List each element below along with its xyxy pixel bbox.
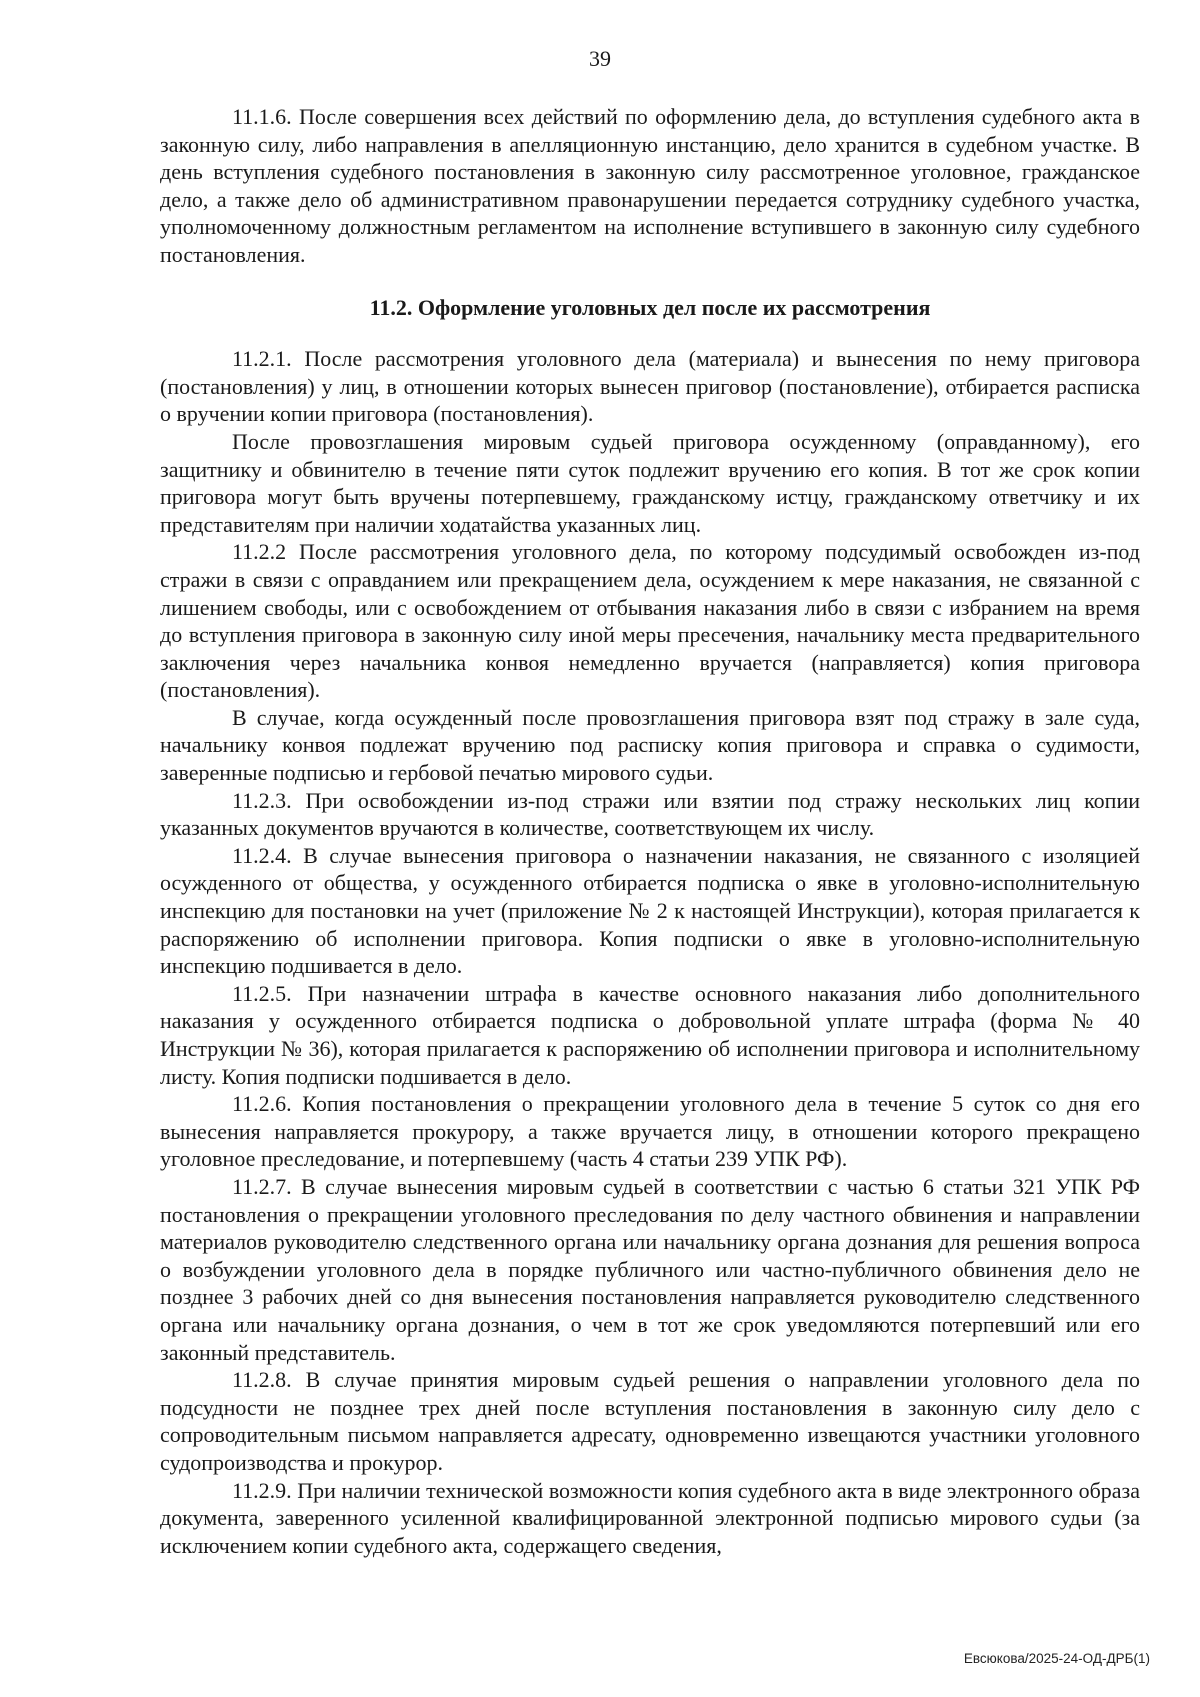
paragraph-proclamation: После провозглашения мировым судьей приговора осужденному (оправданному), его защитнику и обвинителю в течение пяти суток подлежит вручению его копия. В тот же срок копии приговора могут быть вручены потерпевшему, гражданскому истцу, гражданскому ответчику и их представителям при наличии ходатайства указанных лиц.: [160, 428, 1140, 537]
paragraph-11-2-3: 11.2.3. При освобождении из-под стражи или взятии под стражу нескольких лиц копии указанных документов вручаются в количестве, соответствующем их числу.: [160, 787, 1140, 841]
paragraph-11-2-2: 11.2.2 После рассмотрения уголовного дела, по которому подсудимый освобожден из-под стражи в связи с оправданием или прекращением дела, осуждением к мере наказания, не связанной с лишением свободы, или с освобождением от отбывания наказания либо в связи с избранием на время до вступления приговора в законную силу иной меры пресечения, начальнику места предварительного заключения через начальника конвоя немедленно вручается (направляется) копия приговора (постановления).: [160, 539, 1140, 703]
paragraph-11-1-6: 11.1.6. После совершения всех действий по оформлению дела, до вступления судебного акта в законную силу, либо направления в апелляционную инстанцию, дело хранится в судебном участке. В день вступления судебного постановления в законную силу рассмотренное уголовное, гражданское дело, а также дело об административном правонарушении передается сотруднику судебного участка, уполномоченному должностным регламентом на исполнение вступившего в законную силу судебного постановления.: [160, 104, 1140, 267]
paragraph-11-2-8: 11.2.8. В случае принятия мировым судьей решения о направлении уголовного дела по подсудности не позднее трех дней после вступления постановления в законную силу дело с сопроводительным письмом направляется адресату, одновременно извещаются участники уголовного судопроизводства и прокурор.: [160, 1367, 1140, 1475]
paragraph-11-2-1: 11.2.1. После рассмотрения уголовного дела (материала) и вынесения по нему приговора (постановления) у лиц, в отношении которых вынесен приговор (постановление), отбирается расписка о вручении копии приговора (постановления).: [160, 346, 1140, 427]
document-body: [160, 103, 1140, 1559]
paragraph-11-2-5: 11.2.5. При назначении штрафа в качестве основного наказания либо дополнительного наказания у осужденного отбирается подписка о добровольной уплате штрафа (форма № 40 Инструкции № 36), которая прилагается к распоряжению об исполнении приговора и исполнительному листу. Копия подписки подшивается в дело.: [160, 980, 1140, 1089]
page-number: 39: [589, 46, 611, 71]
paragraph-11-2-4: 11.2.4. В случае вынесения приговора о назначении наказания, не связанного с изоляцией осужденного от общества, у осужденного отбирается подписка о явке в уголовно-исполнительную инспекцию для постановки на учет (приложение № 2 к настоящей Инструкции), которая прилагается к распоряжению об исполнении приговора. Копия подписки о явке в уголовно-исполнительную инспекцию подшивается в дело.: [160, 842, 1140, 979]
paragraph-11-2-9: 11.2.9. При наличии технической возможности копия судебного акта в виде электронного образа документа, заверенного усиленной квалифицированной электронной подписью мирового судьи (за исключением копии судебного акта, содержащего сведения,: [160, 1477, 1140, 1558]
paragraph-custody: В случае, когда осужденный после провозглашения приговора взят под стражу в зале суда, начальнику конвоя подлежат вручению под расписку копия приговора и справка о судимости, заверенные подписью и гербовой печатью мирового судьи.: [160, 704, 1140, 786]
section-heading: 11.2. Оформление уголовных дел после их рассмотрения: [369, 294, 931, 320]
document-code: Евсюкова/2025-24-ОД-ДРБ(1): [963, 1651, 1150, 1666]
paragraph-11-2-6: 11.2.6. Копия постановления о прекращении уголовного дела в течение 5 суток со дня его вынесения направляется прокурору, а также вручается лицу, в отношении которого прекращено уголовное преследование, и потерпевшему (часть 4 статьи 239 УПК РФ).: [160, 1091, 1140, 1172]
paragraph-11-2-7: 11.2.7. В случае вынесения мировым судьей в соответствии с частью 6 статьи 321 УПК РФ постановления о прекращении уголовного преследования по делу частного обвинения и направлении материалов руководителю следственного органа или начальнику органа дознания для решения вопроса о возбуждении уголовного дела в порядке публичного или частно-публичного обвинения дело не позднее 3 рабочих дней со дня вынесения постановления направляется руководителю следственного органа или начальнику органа дознания, о чем в тот же срок уведомляются потерпевший или его законный представитель.: [160, 1173, 1140, 1365]
